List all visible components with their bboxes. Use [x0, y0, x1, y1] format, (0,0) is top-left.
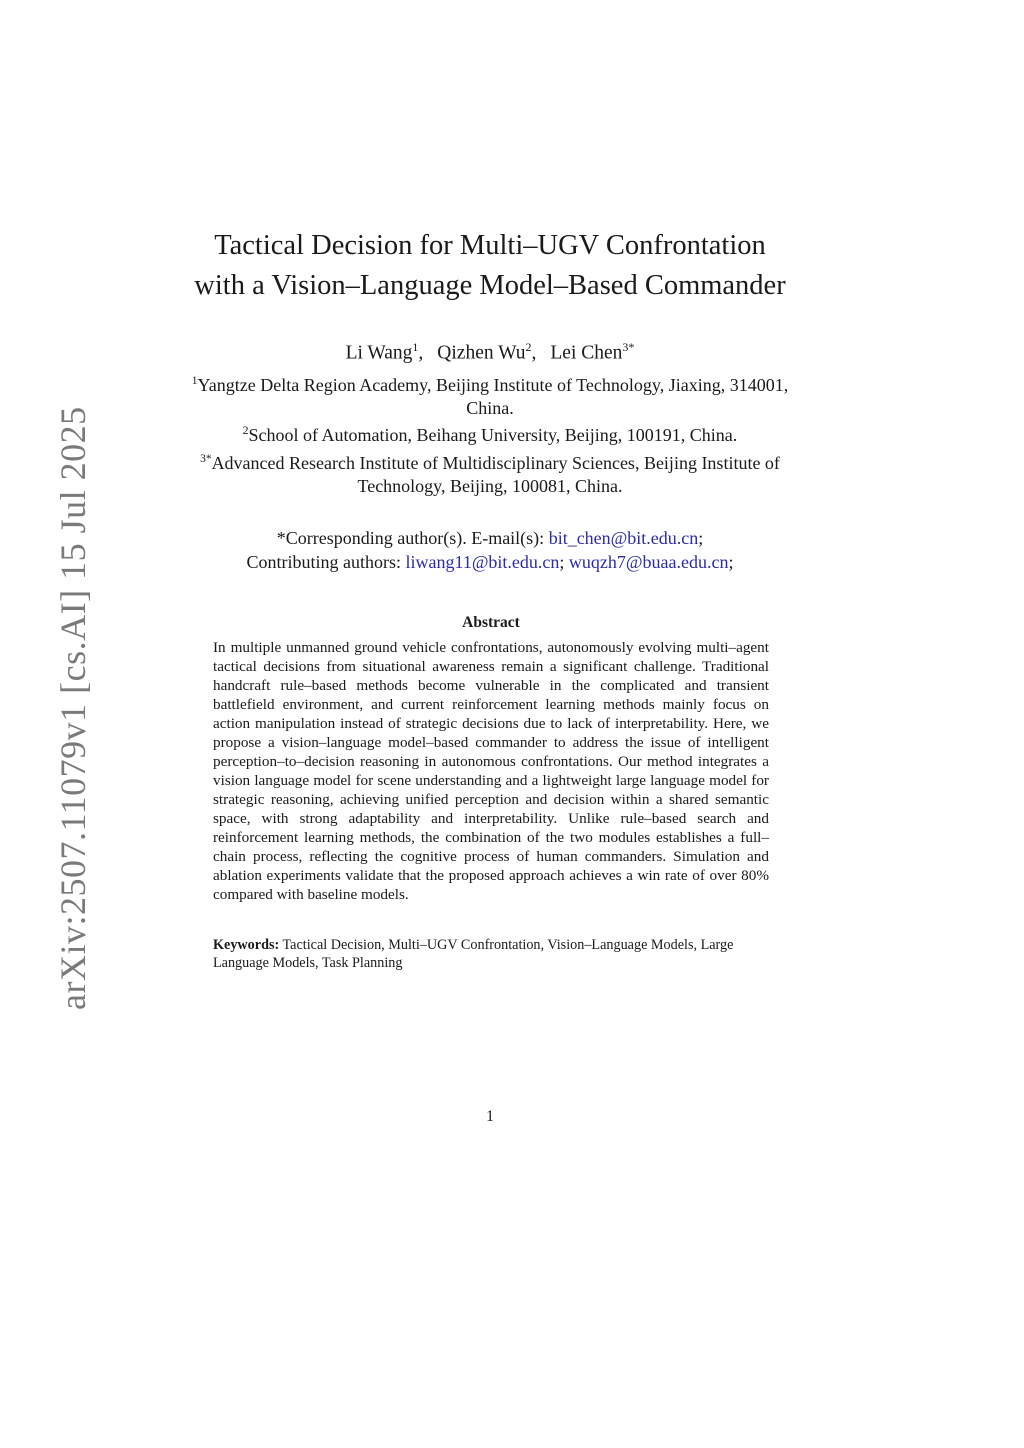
- page-number: 1: [486, 1108, 494, 1125]
- affiliation-text: School of Automation, Beihang University, Beijing, 100191, China.: [248, 425, 738, 446]
- author-name: Qizhen Wu: [437, 342, 526, 364]
- contributing-authors-line: Contributing authors: liwang11@bit.edu.cn; wuqzh7@buaa.edu.cn;: [246, 551, 734, 572]
- keywords-label: Keywords:: [213, 937, 280, 953]
- contact-info: [150, 527, 830, 574]
- arxiv-identifier: arXiv:2507.11079v1 [cs.AI] 15 Jul 2025: [53, 406, 93, 1010]
- keywords: [213, 937, 769, 972]
- abstract-heading: Abstract: [462, 614, 520, 631]
- corresponding-label: *Corresponding author(s). E-mail(s):: [276, 528, 549, 548]
- title-line-2: with a Vision–Language Model–Based Commander: [194, 270, 786, 301]
- affiliation-list: [190, 370, 790, 498]
- author-affiliation-mark: 3*: [622, 340, 635, 354]
- author-affiliation-mark: 1: [412, 340, 419, 354]
- author-name: Lei Chen: [550, 342, 623, 364]
- affiliation: [190, 448, 790, 498]
- author-name: Li Wang: [345, 342, 413, 364]
- affiliation-text: Advanced Research Institute of Multidisciplinary Sciences, Beijing Institute of Technology, Beijing, 100081, China.: [211, 452, 780, 496]
- affiliation-mark: 3*: [200, 452, 212, 465]
- keywords-text: Tactical Decision, Multi–UGV Confrontation, Vision–Language Models, Large Language Models, Task Planning: [213, 937, 734, 971]
- affiliation-text: Yangtze Delta Region Academy, Beijing Institute of Technology, Jiaxing, 314001, China.: [197, 375, 789, 419]
- affiliation-mark: 1: [191, 375, 198, 387]
- affiliation: [190, 370, 790, 420]
- title-line-1: Tactical Decision for Multi–UGV Confrontation: [214, 230, 766, 261]
- corresponding-author-line: *Corresponding author(s). E-mail(s): bit_chen@bit.edu.cn;: [276, 528, 704, 548]
- contributing-email-link[interactable]: liwang11@bit.edu.cn: [405, 551, 560, 572]
- paper-title: [150, 226, 830, 306]
- abstract-body: In multiple unmanned ground vehicle confrontations, autonomously evolving multi–agent tactical decisions from situational awareness remain a significant challenge. Traditional handcraft rule–based methods become vulnerable in the complicated and transient battlefield environment, and current reinforcement learning methods mainly focus on action manipulation instead of strategic decisions due to lack of interpretability. Here, we propose a vision–language model–based commander to address the issue of intelligent perception–to–decision reasoning in autonomous confrontations. Our method integrates a vision language model for scene understanding and a lightweight large language model for strategic reasoning, achieving unified perception and decision within a shared semantic space, with strong adaptability and interpretability. Unlike rule–based search and reinforcement learning methods, the combination of the two modules establishes a full–chain process, reflecting the cognitive process of human commanders. Simulation and ablation experiments validate that the proposed approach achieves a win rate of over 80% compared with baseline models.: [213, 639, 769, 903]
- author-affiliation-mark: 2: [525, 340, 532, 354]
- affiliation: [190, 420, 790, 447]
- affiliation-mark: 2: [242, 425, 249, 438]
- corresponding-email-link[interactable]: bit_chen@bit.edu.cn: [548, 528, 699, 548]
- contributing-email-link[interactable]: wuqzh7@buaa.edu.cn: [568, 551, 729, 572]
- contributing-label: Contributing authors:: [246, 551, 406, 572]
- author-list: Li Wang$^1$, Qizhen Wu$^2$, Lei Chen$^{3*}$: [345, 340, 635, 364]
